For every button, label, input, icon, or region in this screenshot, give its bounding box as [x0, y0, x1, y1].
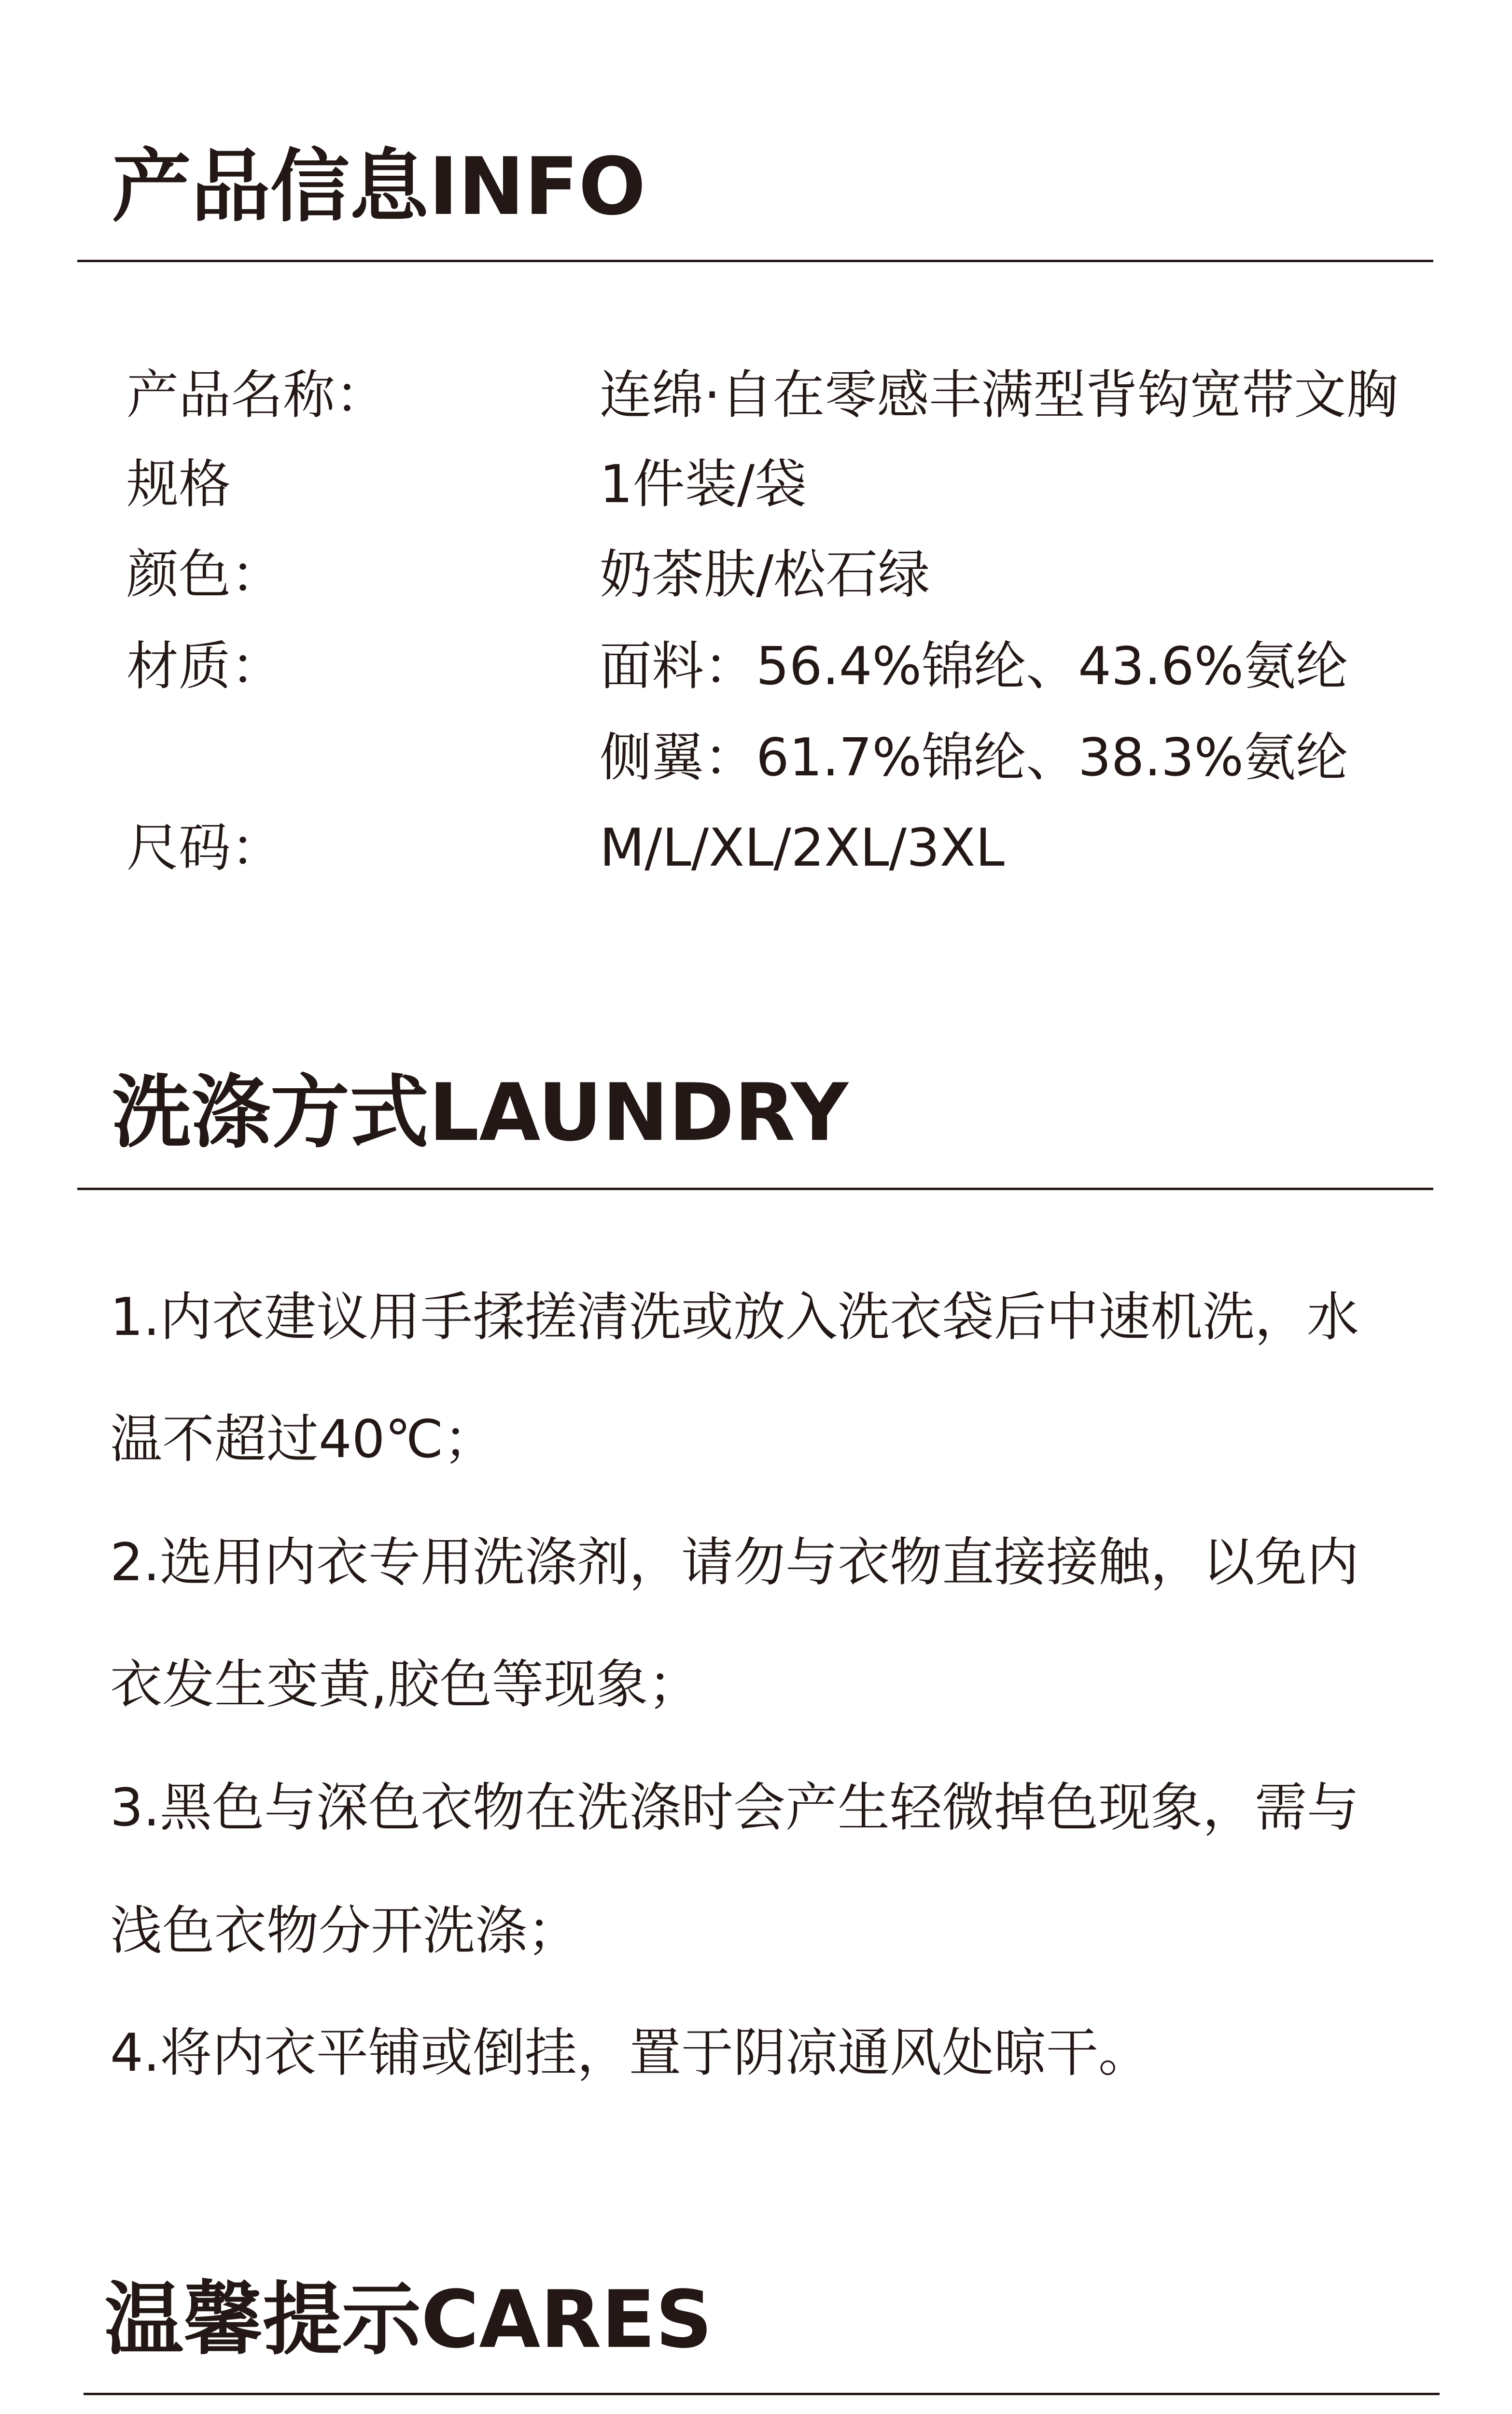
- info-label: 产品名称：: [126, 365, 388, 425]
- laundry-line: 2.选用内衣专用洗涤剂，请勿与衣物直接接触，以免内: [110, 1532, 1359, 1593]
- laundry-line: 4.将内衣平铺或倒挂，置于阴凉通风处晾干。: [110, 2023, 1151, 2083]
- laundry-line: 浅色衣物分开洗涤；: [110, 1901, 580, 1961]
- info-label: 尺码：: [126, 818, 283, 878]
- info-value: M/L/XL/2XL/3XL: [600, 818, 1005, 878]
- laundry-divider: [77, 1188, 1433, 1190]
- cares-divider: [84, 2393, 1440, 2395]
- info-label: 材质：: [126, 636, 283, 697]
- info-value: 奶茶肤/松石绿: [600, 545, 930, 605]
- laundry-section-title: 洗涤方式LAUNDRY: [112, 1067, 849, 1159]
- info-section-title: 产品信息INFO: [112, 140, 646, 233]
- cares-section-title: 温馨提示CARES: [104, 2274, 713, 2366]
- info-value: 1件装/袋: [600, 454, 807, 515]
- info-label: 规格: [126, 454, 231, 515]
- info-value: 连绵·自在零感丰满型背钩宽带文胸: [600, 365, 1399, 425]
- laundry-line: 衣发生变黄,胶色等现象；: [110, 1655, 700, 1715]
- info-value: 面料：56.4%锦纶、43.6%氨纶 侧翼：61.7%锦纶、38.3%氨纶: [600, 636, 1348, 788]
- laundry-line: 3.黑色与深色衣物在洗涤时会产生轻微掉色现象，需与: [110, 1778, 1359, 1838]
- info-divider: [77, 260, 1433, 262]
- laundry-line: 温不超过40℃；: [110, 1409, 496, 1470]
- laundry-line: 1.内衣建议用手揉搓清洗或放入洗衣袋后中速机洗，水: [110, 1287, 1359, 1347]
- info-label: 颜色：: [126, 545, 283, 605]
